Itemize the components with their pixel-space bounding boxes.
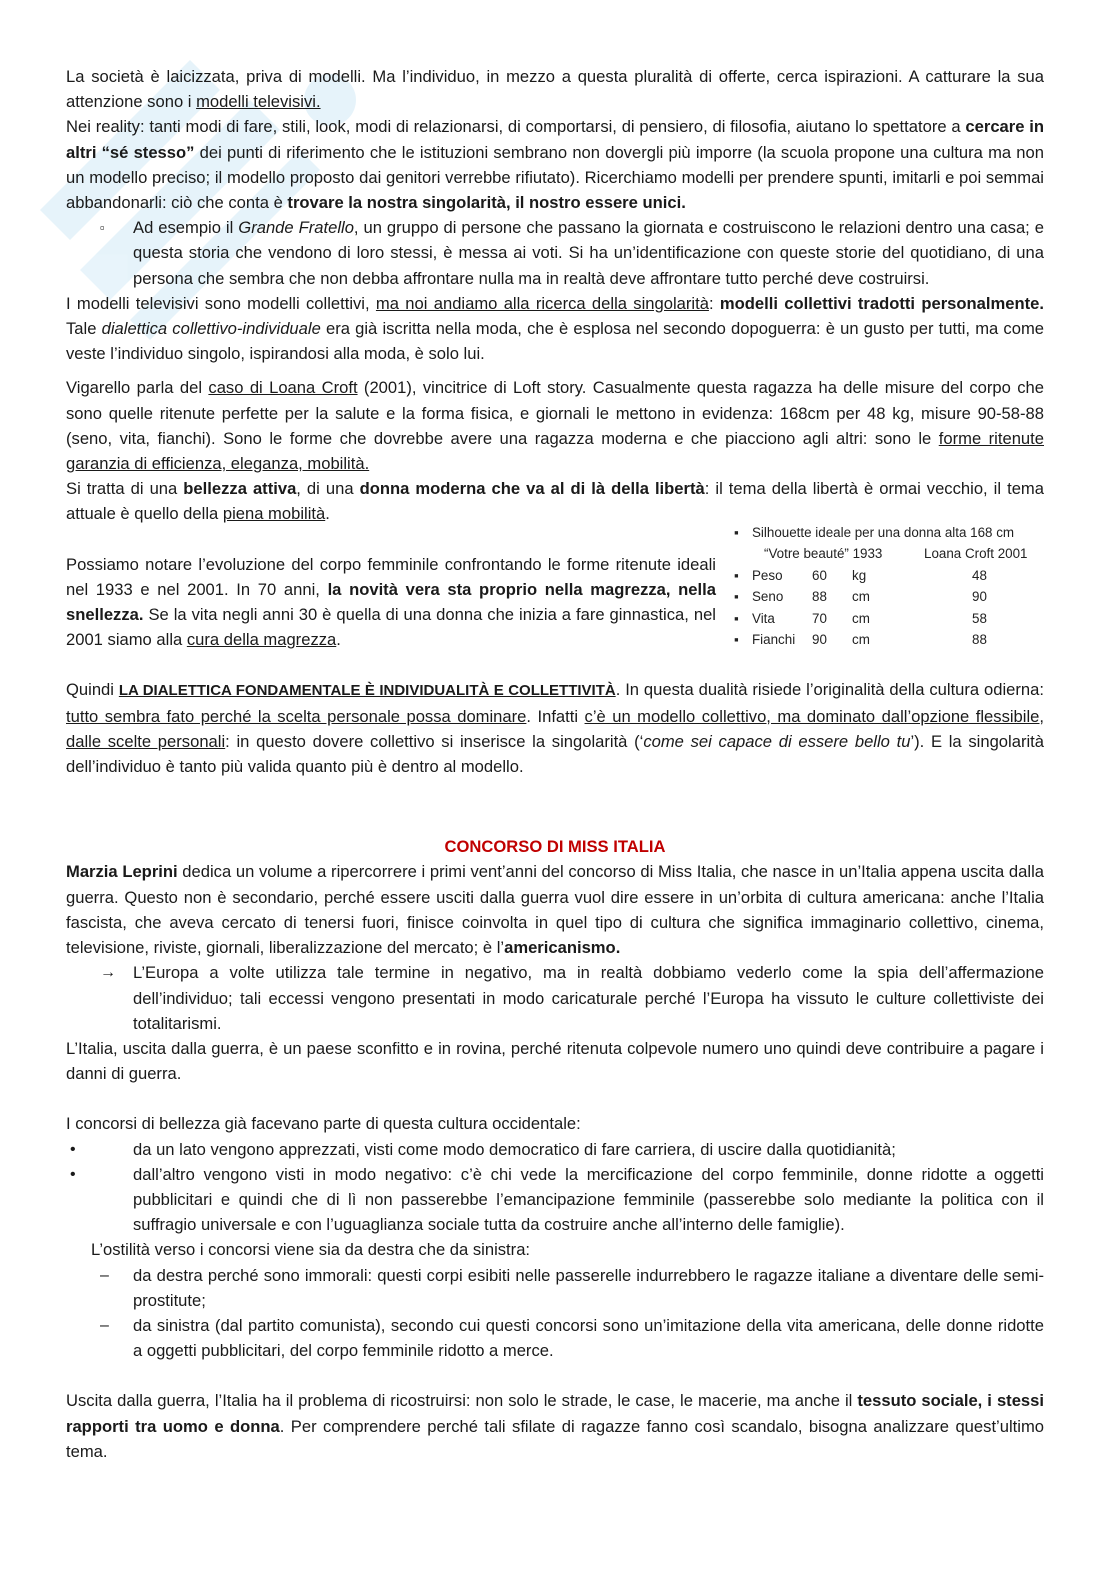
evoluzione-section bbox=[66, 524, 1044, 653]
dash-item-destra: – da destra perché sono immorali: questi corpi esibiti nelle passerelle indurrebbero le ragazze italiane a diventare delle semi-prostitute; bbox=[66, 1263, 1044, 1313]
paragraph-concorsi: I concorsi di bellezza già facevano parte di questa cultura occidentale: bbox=[66, 1114, 581, 1134]
table-cell-unit: kg bbox=[852, 567, 867, 583]
table-row bbox=[734, 586, 1044, 608]
table-cell-1933: 70 bbox=[812, 610, 827, 626]
table-body bbox=[734, 565, 1044, 651]
bullet-item-negativo: • dall’altro vengono visti in modo negativo: c’è chi vede la mercificazione del corpo femminile, donne ridotte a oggetti pubblicitari e quindi che di lì non passerebbe l’emancipazione femminile (passerebbe solo mediante la politica con il suffragio universale e con l’uguaglianza sociale tutta da costruire anche all’interno delle famiglie). bbox=[66, 1162, 1044, 1238]
paragraph-reality: Nei reality: tanti modi di fare, stili, look, modi di relazionarsi, di comportarsi, di pensiero, di filosofia, aiutano lo spettatore a cercare in altri “sé stesso” dei punti di riferimento che le istituzioni sembrano non dovergli più imporre (la scuola propone una cultura ma non un modello preciso; il modello proposto dai genitori verrebbe rifiutato). Ricerchiamo modelli per prendere spunti, imitarli e poi semmai abbandonarli: ciò che conta è trovare la nostra singolarità, il nostro essere unici. bbox=[66, 117, 1045, 213]
arrow-right-icon: → bbox=[100, 964, 116, 982]
bullet-icon: ▪ bbox=[734, 610, 739, 626]
paragraph-italia-sconfitta: L’Italia, uscita dalla guerra, è un paese sconfitto e in rovina, perché ritenuta colpevole numero uno quindi deve contribuire a pagare i danni di guerra. bbox=[66, 1038, 1044, 1084]
table-cell-2001: 88 bbox=[972, 632, 987, 648]
table-cell-unit: cm bbox=[852, 610, 870, 626]
paragraph-evoluzione: Possiamo notare l’evoluzione del corpo femminile confrontando le forme ritenute ideali nel 1933 e nel 2001. In 70 anni, la novità vera sta proprio nella magrezza, nella snellezza. Se la vita negli anni 30 è quella di una donna che inizia a fare ginnastica, nel 2001 siamo alla cura della magrezza. bbox=[66, 554, 716, 650]
table-cell-2001: 48 bbox=[972, 567, 987, 583]
paragraph-ostilita: L’ostilità verso i concorsi viene sia da destra che da sinistra: bbox=[91, 1240, 531, 1260]
table-row bbox=[734, 565, 1044, 587]
table-cell-label: Vita bbox=[752, 610, 775, 626]
bullet-grande-fratello: ▫ Ad esempio il Grande Fratello, un gruppo di persone che passano la giornata e costruiscono le relazioni dentro una casa; e questa storia che vendono di loro stessi, è messa ai voti. Si ha un’identificazione con queste storie del quotidiano, di una persona che sembra che non debba affrontare nulla ma in realtà deve affrontare tutto perché deve costruirsi. bbox=[66, 215, 1044, 291]
table-row bbox=[734, 629, 1044, 651]
bullet-icon: ▪ bbox=[734, 567, 739, 583]
bullet-icon: ▪ bbox=[734, 589, 739, 605]
square-bullet-icon: ▫ bbox=[100, 220, 105, 236]
paragraph-leprini: Marzia Leprini dedica un volume a ripercorrere i primi vent’anni del concorso di Miss Italia, che nasce in un’Italia appena uscita dalla guerra. Questo non è secondario, perché essere usciti dalla guerra vuol dire essere in un’orbita di cultura americana: anche l’Italia fascista, che aveva cercato di tenersi fuori, finisce coinvolta in quel tipo di cultura che significa immaginario collettivo, cinema, televisione, riviste, giornali, liberalizzazione del mercato; è l’americanismo. bbox=[66, 862, 1044, 958]
paragraph-intro: La società è laicizzata, priva di modelli. Ma l’individuo, in mezzo a questa pluralità di offerte, cerca ispirazioni. A catturare la sua attenzione sono i modelli televisivi. bbox=[66, 67, 1044, 112]
table-row bbox=[734, 608, 1044, 630]
paragraph-loana-croft: Vigarello parla del caso di Loana Croft (2001), vincitrice di Loft story. Casualmente questa ragazza ha delle misure del corpo che sono quelle ritenute perfette per la salute e la forma fisica, e giornali le mettono in evidenza: 168cm per 48 kg, misure 90-58-88 (seno, vita, fianchi). Sono le forme che dovrebbe avere una ragazza moderna e che piacciono agli altri: sono le forme ritenute garanzia di efficienza, eleganza, mobilità. bbox=[66, 378, 1044, 474]
dash-icon: – bbox=[100, 1316, 109, 1334]
table-cell-label: Fianchi bbox=[752, 632, 796, 648]
dash-icon: – bbox=[100, 1266, 109, 1284]
section-heading: CONCORSO DI MISS ITALIA bbox=[444, 837, 666, 857]
table-cell-unit: cm bbox=[852, 632, 870, 648]
bullet-icon: • bbox=[70, 1165, 76, 1183]
table-title-row bbox=[734, 522, 1044, 544]
silhouette-table bbox=[734, 522, 1044, 651]
document-page bbox=[66, 64, 1044, 1464]
table-cell-2001: 90 bbox=[972, 589, 987, 605]
table-cell-unit: cm bbox=[852, 589, 870, 605]
table-cell-label: Peso bbox=[752, 567, 783, 583]
table-cell-1933: 60 bbox=[812, 567, 827, 583]
paragraph-modelli-collettivi: I modelli televisivi sono modelli collettivi, ma noi andiamo alla ricerca della singolarità: modelli collettivi tradotti personalmente. Tale dialettica collettivo-individuale era già iscritta nella moda, che è esplosa nel secondo dopoguerra: è un gusto per tutti, ma come veste l’individuo singolo, ispirandosi alla moda, è solo lui. bbox=[66, 293, 1044, 364]
dash-item-sinistra: – da sinistra (dal partito comunista), secondo cui questi concorsi sono un’imitazione della vita americana, delle donne ridotte a oggetti pubblicitari, del corpo femminile ridotto a merce. bbox=[66, 1313, 1044, 1363]
table-cell-label: Seno bbox=[752, 589, 784, 605]
paragraph-bellezza-attiva: Si tratta di una bellezza attiva, di una donna moderna che va al di là della libertà: il tema della libertà è ormai vecchio, il tema attuale è quello della piena mobilità. bbox=[66, 479, 1044, 524]
arrow-item-europa: → L’Europa a volte utilizza tale termine in negativo, ma in realtà dobbiamo vederlo come la spia dell’affermazione dell’individuo; tali eccessi vengono presentati in modo caricaturale perché l’Europa ha vissuto le culture collettiviste dei totalitarismi. bbox=[66, 960, 1044, 1036]
bullet-icon: ▪ bbox=[734, 632, 739, 648]
table-cell-1933: 90 bbox=[812, 632, 827, 648]
table-title: Silhouette ideale per una donna alta 168 cm bbox=[752, 524, 1015, 540]
table-header-row bbox=[734, 543, 1044, 565]
bullet-item-apprezzati: • da un lato vengono apprezzati, visti come modo democratico di fare carriera, di uscire dalla quotidianità; bbox=[66, 1137, 1044, 1162]
table-col-2001: Loana Croft 2001 bbox=[924, 546, 1028, 562]
bullet-icon: ▪ bbox=[734, 524, 739, 540]
table-cell-1933: 88 bbox=[812, 589, 827, 605]
paragraph-ricostruzione: Uscita dalla guerra, l’Italia ha il problema di ricostruirsi: non solo le strade, le case, le macerie, ma anche il tessuto sociale, i stessi rapporti tra uomo e donna. Per comprendere perché tali sfilate di ragazze fanno così scandalo, bisogna analizzare quest’ultimo tema. bbox=[66, 1391, 1044, 1461]
bullet-icon: • bbox=[70, 1140, 76, 1158]
table-cell-2001: 58 bbox=[972, 610, 987, 626]
paragraph-dialettica: Quindi LA DIALETTICA FONDAMENTALE È INDIVIDUALITÀ E COLLETTIVITÀ. In questa dualità risiede l’originalità della cultura odierna: tutto sembra fato perché la scelta personale possa dominare. Infatti c’è un modello collettivo, ma dominato dall’opzione flessibile, dalle scelte personali: in questo dovere collettivo si inserisce la singolarità (‘come sei capace di essere bello tu’). E la singolarità dell’individuo è tanto più valida quanto più è dentro al modello. bbox=[66, 680, 1044, 777]
table-col-1933: “Votre beauté” 1933 bbox=[764, 546, 883, 562]
